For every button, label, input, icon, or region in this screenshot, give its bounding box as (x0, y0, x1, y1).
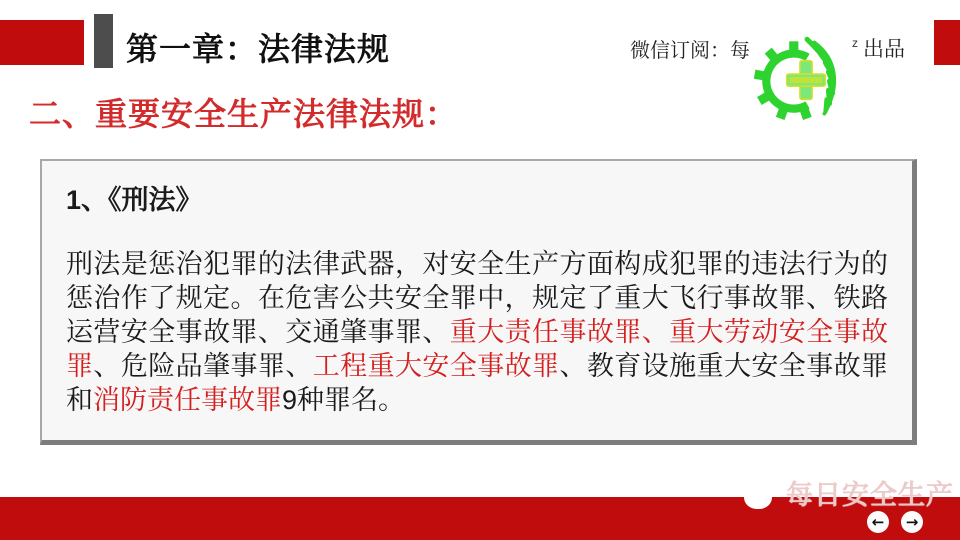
previous-slide-button[interactable] (867, 511, 889, 533)
wechat-icon (731, 475, 779, 517)
card-paragraph (66, 247, 888, 417)
card-title: 1、《刑法》 (66, 185, 203, 215)
paragraph-segment-highlight: 消防责任事故罪 (93, 385, 282, 415)
safety-production-logo-icon (753, 26, 855, 126)
paragraph-segment-highlight: 工程重大安全事故罪 (312, 351, 560, 381)
paragraph-segment: 、教育设施重大安全事故罪和 (66, 351, 889, 415)
header-left-red-bar (0, 20, 84, 65)
paragraph-segment-highlight: 重大责任事故罪、重大劳动安全事故罪 (66, 317, 889, 381)
paragraph-segment: 刑法是惩治犯罪的法律武器，对安全生产方面构成犯罪的违法行为的惩治作了规定。在危害公共安全罪中，规定了重大飞行事故罪、铁路运营安全事故罪、交通肇事罪、 (66, 249, 888, 347)
header-right-red-bar (934, 20, 960, 65)
clipped-character-remnant: z (852, 36, 858, 50)
chapter-title: 第一章：法律法规 (126, 31, 391, 67)
wechat-big-bubble-icon (744, 484, 772, 509)
header-dark-square-marker (94, 14, 113, 68)
arrow-left-icon: ← (871, 512, 885, 531)
wechat-subscription-caption-suffix: 出品 (863, 38, 905, 61)
section-heading: 二、重要安全生产法律法规： (29, 96, 459, 132)
paragraph-segment: 9种罪名。 (282, 385, 406, 415)
arrow-right-icon: → (905, 512, 919, 531)
paragraph-segment: 、危险品肇事罪、 (93, 351, 313, 381)
wechat-subscription-caption-prefix: 微信订阅：每 (630, 40, 750, 62)
content-card (40, 159, 917, 445)
brand-watermark: 每日安全生产 (786, 480, 954, 510)
next-slide-button[interactable] (901, 511, 923, 533)
